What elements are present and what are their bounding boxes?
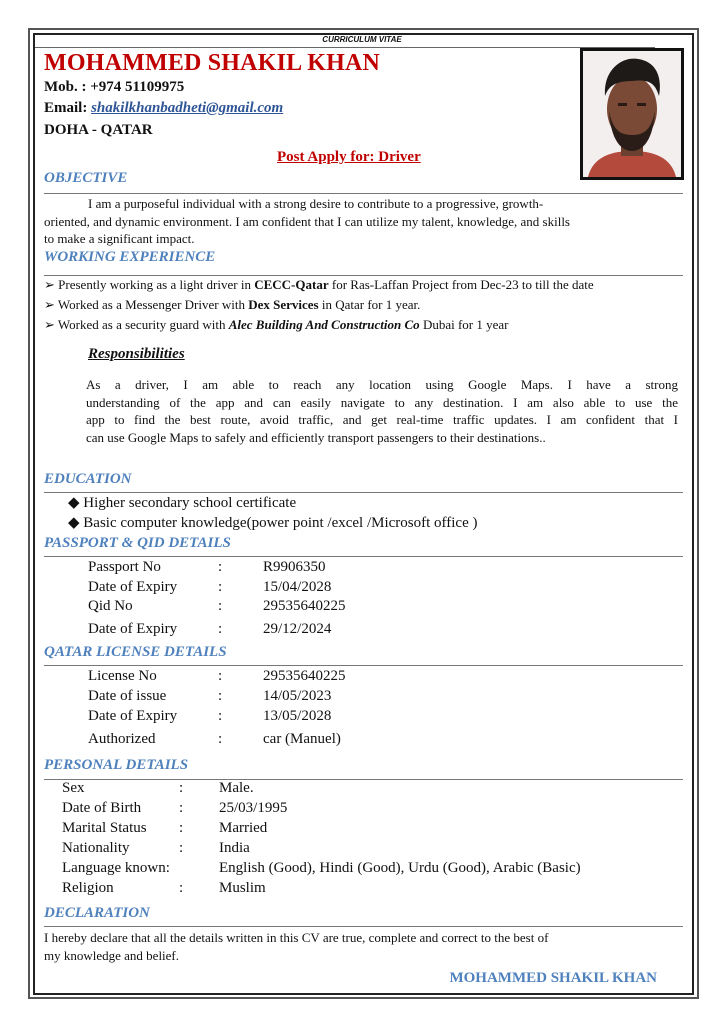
field-separator: : [218,579,223,595]
mobile: Mob. : +974 51109975 [44,79,185,95]
field-label: Qid No [88,598,133,614]
field-separator: : [179,840,184,856]
field-value: 13/05/2028 [263,708,332,724]
field-value: car (Manuel) [263,731,341,747]
field-separator: : [179,880,184,896]
declaration-line: my knowledge and belief. [44,947,180,963]
divider [44,193,683,194]
cv-title: CURRICULUM VITAE [322,35,402,44]
field-separator: : [179,800,184,816]
field-value: English (Good), Hindi (Good), Urdu (Good), Arabic (Basic) [219,860,581,876]
divider [35,47,655,48]
field-label: Date of Expiry [88,621,178,637]
field-value: 29/12/2024 [263,621,332,637]
email-line [44,100,283,117]
personal-heading: PERSONAL DETAILS [44,757,189,773]
divider [44,275,683,276]
divider [44,556,683,557]
field-value: 29535640225 [263,668,346,684]
field-separator: : [179,820,184,836]
field-label: Date of issue [88,688,167,704]
field-value: 15/04/2028 [263,579,332,595]
diamond-bullet-icon: ◆ [68,515,84,531]
responsibilities-heading: Responsibilities [88,346,185,362]
diamond-bullet-icon: ◆ [68,495,84,511]
experience-item: ➢ Presently working as a light driver in CECC-Qatar for Ras-Laffan Project from Dec-23 to till the date [44,277,594,292]
responsibilities-line: understanding of the app and can easily navigate to any destination. I am also able to use the [86,394,678,410]
field-separator: : [218,668,223,684]
education-item: ◆ Basic computer knowledge(power point /excel /Microsoft office ) [68,515,478,531]
divider [44,779,683,780]
field-value: 25/03/1995 [219,800,288,816]
field-label: Date of Expiry [88,708,178,724]
divider [44,926,683,927]
field-label: Nationality [62,840,130,856]
objective-text [44,195,684,248]
field-value: Male. [219,780,254,796]
field-separator: : [218,731,223,747]
education-heading: EDUCATION [44,471,132,487]
experience-item: ➢ Worked as a security guard with Alec Building And Construction Co Dubai for 1 year [44,317,509,332]
field-label: Sex [62,780,85,796]
email-link[interactable]: shakilkhanbadheti@gmail.com [91,100,284,116]
declaration-text [44,929,548,964]
post-apply: Post Apply for: Driver [277,149,421,165]
declaration-line: I hereby declare that all the details written in this CV are true, complete and correct to the best of [44,930,549,945]
field-label: Authorized [88,731,156,747]
field-value: 14/05/2023 [263,688,332,704]
objective-line: I am a purposeful individual with a strong desire to contribute to a progressive, growth- [88,196,544,211]
field-separator: : [179,780,184,796]
responsibilities-line: can use Google Maps to safely and efficiently transport passengers to their destinations.. [86,429,546,445]
profile-photo [580,48,684,180]
field-value: India [219,840,250,856]
field-label: Language known: [62,860,170,876]
field-label: Marital Status [62,820,147,836]
field-separator: : [218,598,223,614]
field-separator: : [218,688,223,704]
field-value: R9906350 [263,559,326,575]
field-separator: : [218,621,223,637]
experience-item: ➢ Worked as a Messenger Driver with Dex Services in Qatar for 1 year. [44,297,421,312]
signature-name: MOHAMMED SHAKIL KHAN [449,970,657,986]
field-separator: : [218,559,223,575]
field-label: Date of Birth [62,800,142,816]
field-label: License No [88,668,157,684]
field-label: Date of Expiry [88,579,178,595]
field-value: Muslim [219,880,266,896]
objective-line: to make a significant impact. [44,231,195,246]
responsibilities-line: app to find the best route, avoid traffic, and get real-time traffic updates. I am confident that I [86,412,678,427]
objective-heading: OBJECTIVE [44,170,128,186]
responsibilities-line: As a driver, I am able to reach any location using Google Maps. I have a strong [86,377,678,392]
education-item: ◆ Higher secondary school certificate [68,495,297,511]
passport-heading: PASSPORT & QID DETAILS [44,535,231,551]
objective-line: oriented, and dynamic environment. I am confident that I can utilize my talent, knowledge, and skills [44,213,570,229]
field-label: Passport No [88,559,161,575]
divider [44,665,683,666]
field-separator: : [218,708,223,724]
field-value: 29535640225 [263,598,346,614]
experience-heading: WORKING EXPERIENCE [44,249,216,265]
declaration-heading: DECLARATION [44,905,150,921]
email-label: Email: [44,100,92,116]
location: DOHA - QATAR [44,122,153,138]
candidate-name: MOHAMMED SHAKIL KHAN [44,50,381,76]
license-heading: QATAR LICENSE DETAILS [44,644,227,660]
field-value: Married [219,820,268,836]
field-label: Religion [62,880,114,896]
responsibilities-text [86,376,678,446]
